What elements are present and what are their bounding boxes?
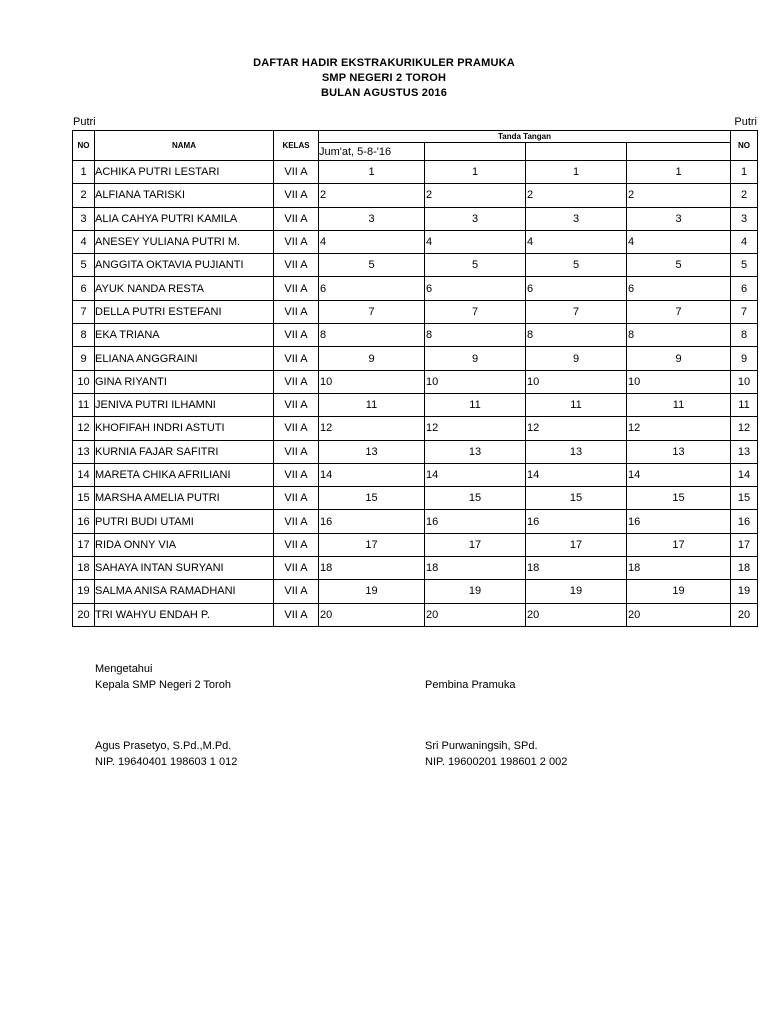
row-number-right: 5 [731,254,758,277]
mengetahui-label: Mengetahui [95,663,153,675]
signature-cell: 3 [319,207,425,230]
signature-cell: 6 [319,277,425,300]
row-number: 1 [73,161,95,184]
table-row [73,440,758,463]
pembina-block [425,677,516,693]
row-number: 17 [73,533,95,556]
header-nama: NAMA [95,131,274,161]
signature-cell: 13 [526,440,627,463]
signature-cell: 16 [319,510,425,533]
row-number: 7 [73,300,95,323]
row-number: 4 [73,230,95,253]
kepala-name: Agus Prasetyo, S.Pd.,M.Pd. [95,740,232,752]
student-class: VII A [274,557,319,580]
group-label-left: Putri [73,116,96,128]
signature-cell: 17 [526,533,627,556]
signature-cell: 4 [319,230,425,253]
row-number-right: 7 [731,300,758,323]
mengetahui-block [95,661,231,693]
row-number-right: 6 [731,277,758,300]
student-name: MARSHA AMELIA PUTRI [95,487,274,510]
signature-cell: 12 [526,417,627,440]
signature-cell: 7 [319,300,425,323]
student-class: VII A [274,533,319,556]
row-number-right: 12 [731,417,758,440]
table-row [73,230,758,253]
signature-cell: 17 [627,533,731,556]
student-class: VII A [274,324,319,347]
signature-cell: 3 [526,207,627,230]
row-number-right: 14 [731,463,758,486]
signature-cell: 17 [425,533,526,556]
table-row [73,324,758,347]
row-number: 14 [73,463,95,486]
student-name: EKA TRIANA [95,324,274,347]
row-number-right: 1 [731,161,758,184]
row-number-right: 4 [731,230,758,253]
signature-cell: 13 [319,440,425,463]
table-row [73,347,758,370]
kepala-title: Kepala SMP Negeri 2 Toroh [95,679,231,691]
student-name: RIDA ONNY VIA [95,533,274,556]
student-name: SALMA ANISA RAMADHANI [95,580,274,603]
signature-cell: 7 [526,300,627,323]
signature-cell: 9 [319,347,425,370]
student-name: ANESEY YULIANA PUTRI M. [95,230,274,253]
student-class: VII A [274,254,319,277]
student-class: VII A [274,161,319,184]
student-class: VII A [274,370,319,393]
student-name: ELIANA ANGGRAINI [95,347,274,370]
signature-cell: 5 [526,254,627,277]
row-number-right: 15 [731,487,758,510]
row-number-right: 19 [731,580,758,603]
row-number: 15 [73,487,95,510]
signature-cell: 5 [425,254,526,277]
signature-cell: 19 [627,580,731,603]
signature-cell: 2 [425,184,526,207]
signature-cell: 1 [526,161,627,184]
student-name: GINA RIYANTI [95,370,274,393]
signature-cell: 3 [425,207,526,230]
pembina-title: Pembina Pramuka [425,679,516,691]
signature-cell: 6 [627,277,731,300]
signature-cell: 16 [627,510,731,533]
row-number: 5 [73,254,95,277]
student-class: VII A [274,417,319,440]
row-number-right: 10 [731,370,758,393]
student-class: VII A [274,510,319,533]
signature-cell: 12 [319,417,425,440]
student-name: JENIVA PUTRI ILHAMNI [95,393,274,416]
signature-cell: 19 [526,580,627,603]
student-class: VII A [274,300,319,323]
row-number-right: 9 [731,347,758,370]
row-number: 9 [73,347,95,370]
signature-cell: 1 [319,161,425,184]
signature-cell: 2 [627,184,731,207]
signature-cell: 7 [627,300,731,323]
row-number: 8 [73,324,95,347]
signature-cell: 14 [425,463,526,486]
signature-cell: 8 [425,324,526,347]
student-class: VII A [274,487,319,510]
header-no: NO [73,131,95,161]
signature-cell: 8 [627,324,731,347]
table-row [73,463,758,486]
attendance-table [72,130,758,627]
table-row [73,277,758,300]
student-name: MARETA CHIKA AFRILIANI [95,463,274,486]
kepala-signature-block [95,738,237,770]
signature-cell: 1 [627,161,731,184]
table-row [73,487,758,510]
student-class: VII A [274,393,319,416]
row-number-right: 13 [731,440,758,463]
group-label-right: Putri [734,116,757,128]
signature-cell: 15 [425,487,526,510]
signature-cell: 11 [425,393,526,416]
pembina-signature-block [425,738,567,770]
row-number: 2 [73,184,95,207]
signature-cell: 8 [526,324,627,347]
row-number-right: 3 [731,207,758,230]
signature-cell: 10 [526,370,627,393]
student-class: VII A [274,580,319,603]
row-number: 18 [73,557,95,580]
student-name: SAHAYA INTAN SURYANI [95,557,274,580]
row-number-right: 20 [731,603,758,626]
row-number-right: 18 [731,557,758,580]
signature-cell: 6 [526,277,627,300]
signature-cell: 8 [319,324,425,347]
header-no-right: NO [731,131,758,161]
row-number-right: 16 [731,510,758,533]
student-class: VII A [274,184,319,207]
signature-cell: 18 [425,557,526,580]
signature-cell: 10 [319,370,425,393]
signature-cell: 15 [627,487,731,510]
row-number: 12 [73,417,95,440]
signature-cell: 18 [526,557,627,580]
signature-cell: 9 [425,347,526,370]
signature-cell: 15 [319,487,425,510]
signature-cell: 4 [425,230,526,253]
header-tanda-tangan: Tanda Tangan [319,131,731,143]
student-name: AYUK NANDA RESTA [95,277,274,300]
header-date-3 [526,143,627,161]
student-name: KURNIA FAJAR SAFITRI [95,440,274,463]
signature-cell: 16 [526,510,627,533]
header-kelas: KELAS [274,131,319,161]
row-number: 3 [73,207,95,230]
signature-cell: 20 [319,603,425,626]
kepala-nip: NIP. 19640401 198603 1 012 [95,756,238,768]
student-name: ALFIANA TARISKI [95,184,274,207]
signature-cell: 4 [627,230,731,253]
table-row [73,417,758,440]
row-number: 6 [73,277,95,300]
student-class: VII A [274,603,319,626]
row-number: 11 [73,393,95,416]
signature-cell: 14 [627,463,731,486]
signature-cell: 13 [627,440,731,463]
table-row [73,580,758,603]
student-name: ACHIKA PUTRI LESTARI [95,161,274,184]
table-row [73,557,758,580]
signature-cell: 19 [319,580,425,603]
row-number-right: 11 [731,393,758,416]
signature-cell: 7 [425,300,526,323]
table-row [73,370,758,393]
signature-cell: 19 [425,580,526,603]
row-number: 16 [73,510,95,533]
signature-cell: 12 [425,417,526,440]
signature-cell: 18 [319,557,425,580]
student-name: DELLA PUTRI ESTEFANI [95,300,274,323]
signature-cell: 16 [425,510,526,533]
signature-cell: 11 [319,393,425,416]
table-row [73,510,758,533]
signature-cell: 11 [526,393,627,416]
signature-cell: 5 [627,254,731,277]
table-row [73,393,758,416]
student-class: VII A [274,277,319,300]
table-row [73,184,758,207]
student-class: VII A [274,347,319,370]
row-number: 13 [73,440,95,463]
table-row [73,300,758,323]
student-name: KHOFIFAH INDRI ASTUTI [95,417,274,440]
row-number: 19 [73,580,95,603]
table-row [73,533,758,556]
row-number-right: 17 [731,533,758,556]
title-line-3: BULAN AGUSTUS 2016 [320,87,448,99]
signature-cell: 20 [526,603,627,626]
student-name: TRI WAHYU ENDAH P. [95,603,274,626]
signature-cell: 5 [319,254,425,277]
signature-cell: 14 [526,463,627,486]
signature-cell: 12 [627,417,731,440]
signature-cell: 18 [627,557,731,580]
table-row [73,254,758,277]
signature-cell: 6 [425,277,526,300]
header-date-1: Jum'at, 5-8-'16 [319,143,425,161]
header-date-2 [425,143,526,161]
signature-cell: 3 [627,207,731,230]
signature-cell: 1 [425,161,526,184]
signature-cell: 15 [526,487,627,510]
student-name: ALIA CAHYA PUTRI KAMILA [95,207,274,230]
row-number: 20 [73,603,95,626]
pembina-nip: NIP. 19600201 198601 2 002 [425,756,568,768]
signature-cell: 13 [425,440,526,463]
student-class: VII A [274,440,319,463]
signature-cell: 4 [526,230,627,253]
table-row [73,207,758,230]
student-name: ANGGITA OKTAVIA PUJIANTI [95,254,274,277]
signature-cell: 10 [627,370,731,393]
signature-cell: 11 [627,393,731,416]
title-line-2: SMP NEGERI 2 TOROH [321,72,447,84]
signature-cell: 2 [319,184,425,207]
document-title [0,56,768,101]
signature-cell: 14 [319,463,425,486]
row-number-right: 8 [731,324,758,347]
table-row [73,161,758,184]
signature-cell: 20 [627,603,731,626]
title-line-1: DAFTAR HADIR EKSTRAKURIKULER PRAMUKA [253,57,515,69]
student-class: VII A [274,463,319,486]
signature-cell: 9 [627,347,731,370]
row-number-right: 2 [731,184,758,207]
signature-cell: 9 [526,347,627,370]
student-name: PUTRI BUDI UTAMI [95,510,274,533]
signature-cell: 2 [526,184,627,207]
signature-cell: 17 [319,533,425,556]
student-class: VII A [274,230,319,253]
pembina-name: Sri Purwaningsih, SPd. [425,740,538,752]
student-class: VII A [274,207,319,230]
table-row [73,603,758,626]
row-number: 10 [73,370,95,393]
signature-cell: 10 [425,370,526,393]
header-date-4 [627,143,731,161]
signature-cell: 20 [425,603,526,626]
